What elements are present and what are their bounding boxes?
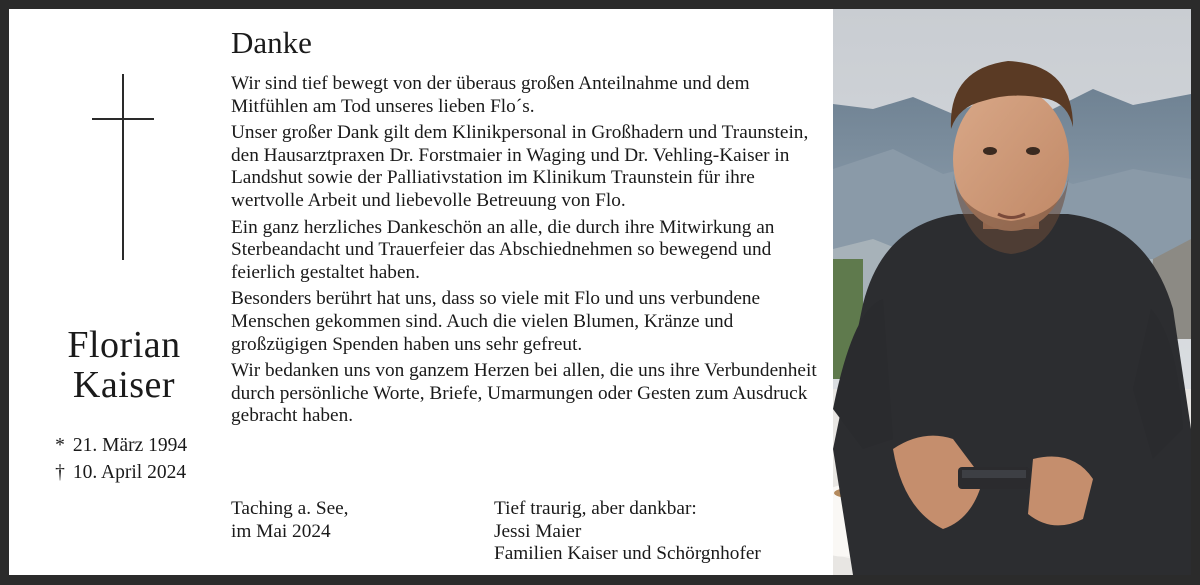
place-date: [231, 498, 349, 543]
signer-2: Familien Kaiser und Schörgnhofer: [494, 543, 761, 565]
birth-date-text: 21. März 1994: [72, 435, 188, 456]
paragraph-5: Wir bedanken uns von ganzem Herzen bei allen, die uns ihre Verbundenheit durch persönliche Worte, Briefe, Umarmungen oder Gesten zum Ausdruck gebracht haben.: [231, 360, 817, 427]
date: im Mai 2024: [231, 520, 331, 542]
paragraph-2: Unser großer Dank gilt dem Klinikpersonal in Großhadern und Traunstein, den Hausarztpraxen Dr. Forstmaier in Waging und Dr. Vehling-Kaiser in Landshut sowie der Palliativstation im Klinikum Traunstein für ihre wertvolle Arbeit und liebevolle Betreuung von Flo.: [231, 122, 809, 211]
closing-line: Tief traurig, aber dankbar:: [494, 498, 697, 519]
signature-block: [494, 498, 761, 566]
death-date: [52, 461, 186, 485]
place: Taching a. See,: [231, 498, 349, 519]
paragraph-4: Besonders berührt hat uns, dass so viele mit Flo und uns verbundene Menschen gekommen sind. Auch die vielen Blumen, Kränze und großzügigen Spenden haben uns sehr gefreut.: [231, 288, 761, 355]
death-symbol: †: [55, 462, 65, 483]
birth-symbol: *: [55, 435, 65, 456]
deceased-last-name: Kaiser: [72, 364, 176, 406]
notice-body: [231, 73, 831, 432]
notice-heading: Danke: [231, 25, 312, 60]
birth-date: [52, 434, 187, 458]
paragraph-1: Wir sind tief bewegt von der überaus großen Anteilnahme und dem Mitfühlen am Tod unseres lieben Flo´s.: [231, 73, 750, 117]
paragraph-3: Ein ganz herzliches Dankeschön an alle, die durch ihre Mitwirkung an Sterbeandacht und Trauerfeier das Abschiednehmen so bewegend und feierlich gestaltet haben.: [231, 216, 775, 283]
signer-1: Jessi Maier: [494, 520, 582, 542]
death-date-text: 10. April 2024: [72, 462, 187, 483]
deceased-first-name: Florian: [67, 324, 181, 366]
portrait-photo: [833, 9, 1191, 575]
cross-icon: [92, 74, 156, 262]
